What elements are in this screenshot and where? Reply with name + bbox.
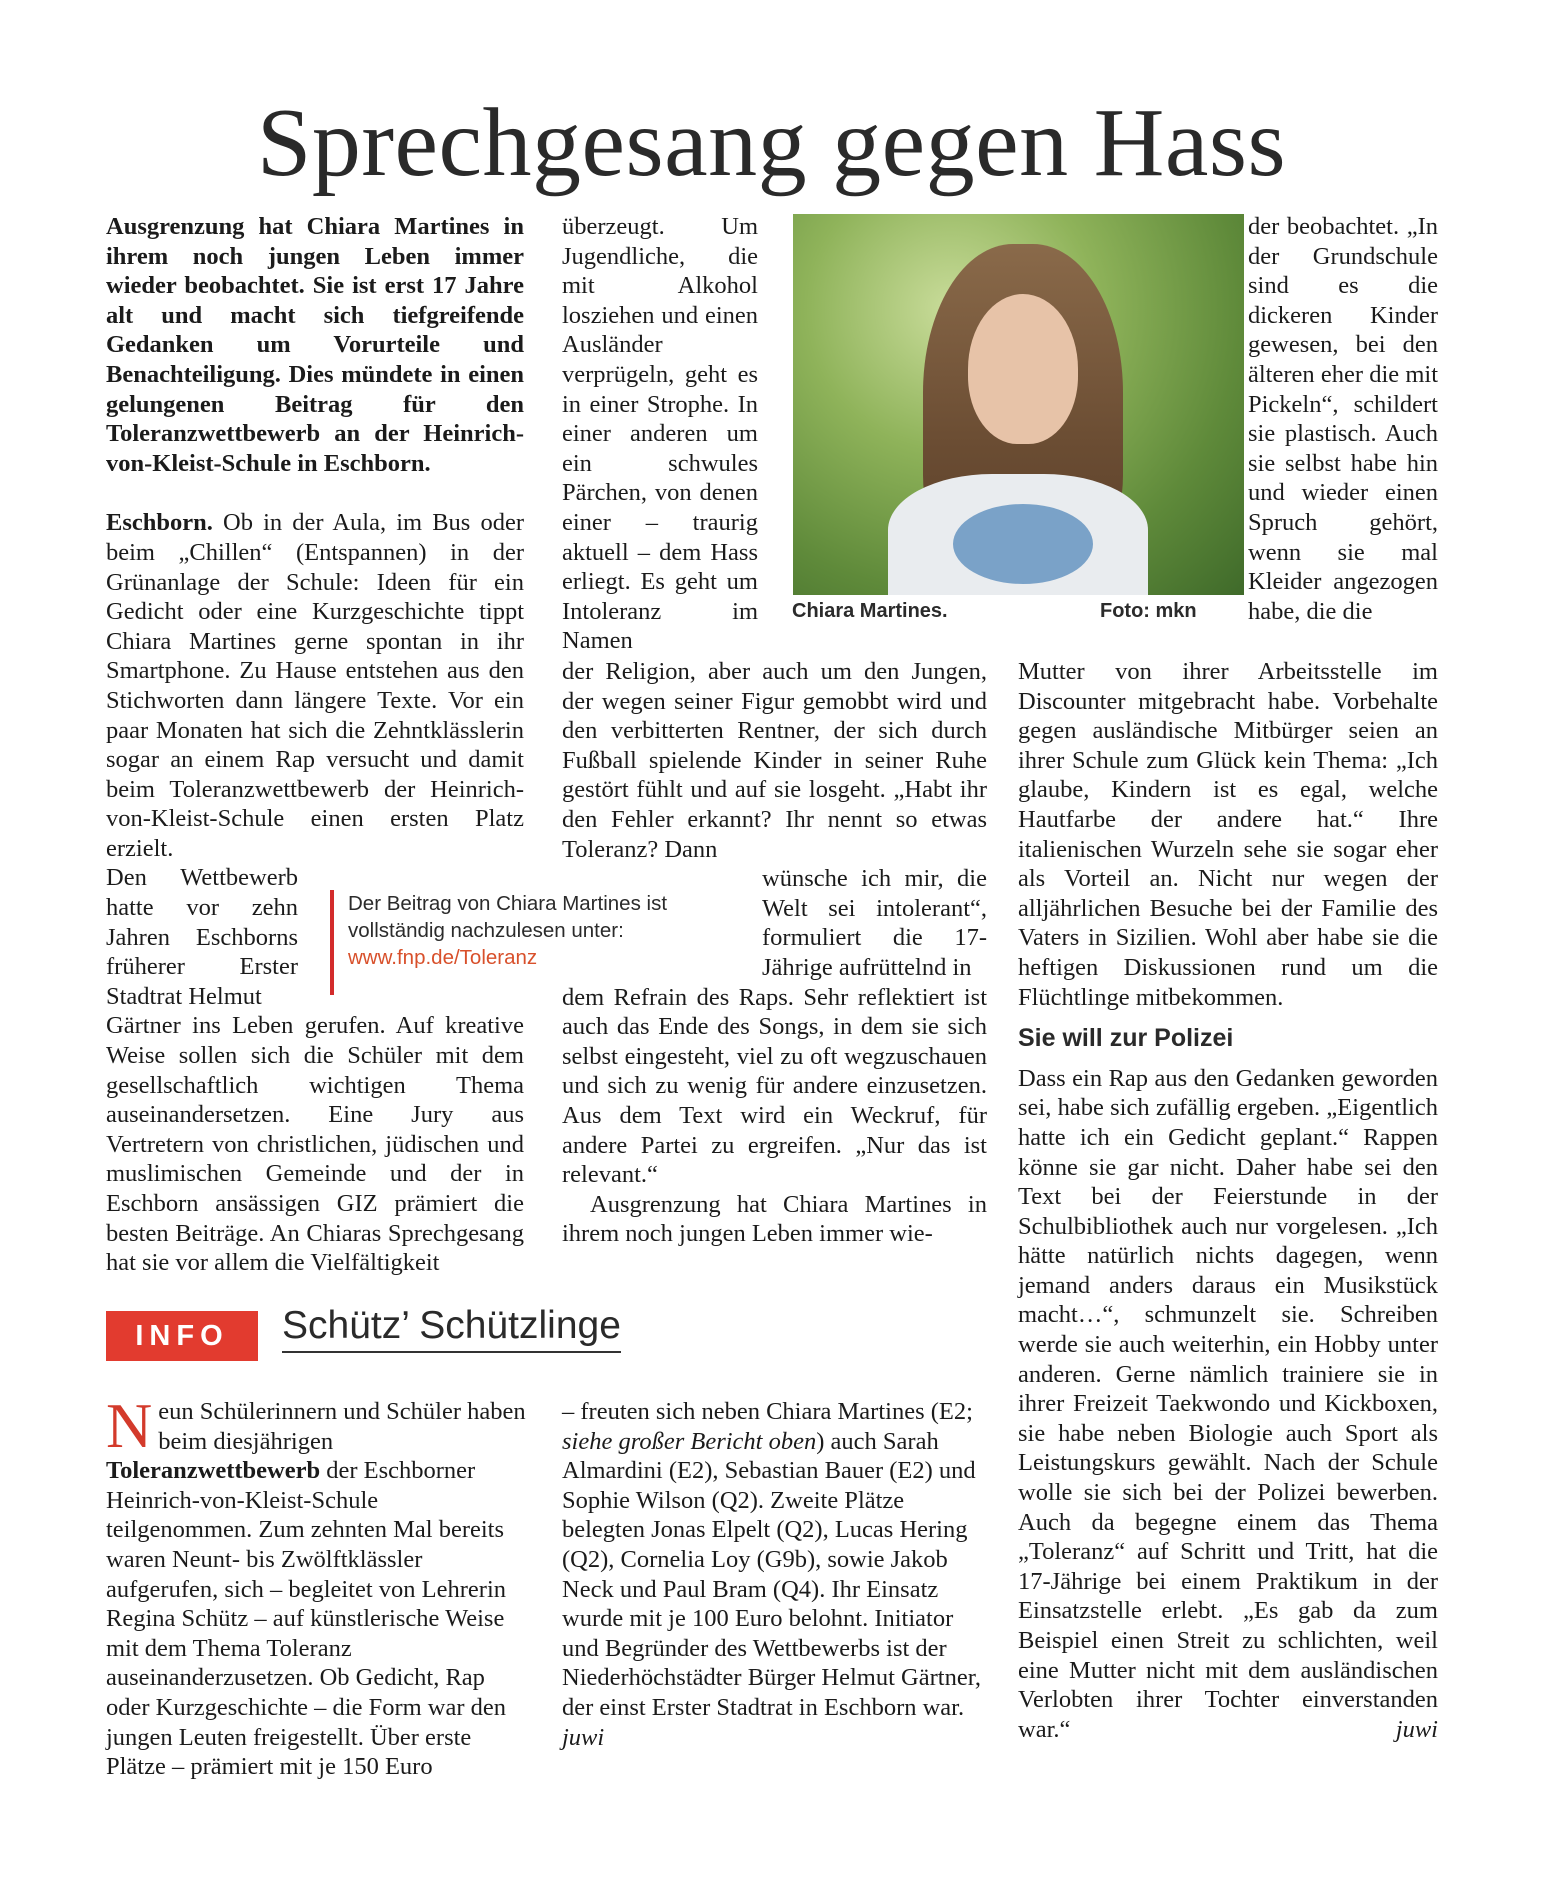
col3-signature: juwi bbox=[1395, 1715, 1438, 1743]
info-column-2 bbox=[562, 1397, 984, 1752]
info-title: Schütz’ Schützlinge bbox=[282, 1304, 621, 1353]
info-text-1: eun Schülerinnern und Schüler haben beim diesjährigen bbox=[158, 1398, 526, 1455]
info-text-4: ) auch Sarah Almardini (E2), Sebastian Bauer (E2) und Sophie Wilson (Q2). Zweite Plätze belegten Jonas Elpelt (Q2), Lucas Hering (Q2), Cornelia Loy (G9b), sowie Jakob Neck und Paul Bram (Q4). Ihr Einsatz wurde mit je 100 Euro belohnt. Initiator und Begründer des Wettbewerbs ist der Niederhöchstädter Bürger Helmut Gärtner, der einst Erster Stadtrat in Eschborn war. bbox=[562, 1427, 982, 1721]
callout-url-link[interactable]: www.fnp.de/Toleranz bbox=[348, 946, 538, 969]
col1-text-1: Ob in der Aula, im Bus oder beim „Chillen“ (Entspannen) in der Grünanlage der Schule: Ideen für ein Gedicht oder eine Kurzgeschichte tippt Chiara Martines gerne spontan in ihr Smartphone. Zu Hause entstehen aus den Stichworten dann längere Texte. Vor ein paar Monaten hat sich die Zehntklässlerin sogar an einem Rap versucht und damit beim Toleranzwettbewerb der Heinrich-von-Kleist-Schule einen ersten Platz erzielt. bbox=[106, 509, 524, 862]
col1-paragraph-1 bbox=[106, 508, 524, 863]
article-column-1 bbox=[106, 212, 524, 1278]
drop-cap: N bbox=[106, 1390, 153, 1461]
dateline: Eschborn. bbox=[106, 509, 213, 537]
col2-narrow-text: überzeugt. Um Jugendliche, die mit Alkohol losziehen und einen Ausländer verprügeln, geht es in einer Strophe. In einer anderen um ein schwules Pärchen, von denen einer – traurig aktuell – dem Hass erliegt. Es geht um Intoleranz im Namen bbox=[562, 213, 758, 655]
photo-credit: Foto: mkn bbox=[1100, 600, 1197, 622]
col2-beside-callout: wünsche ich mir, die Welt sei intolerant“, formuliert die 17-Jährige aufrüttelnd in bbox=[762, 865, 987, 981]
lede: Ausgrenzung hat Chiara Martines in ihrem noch jungen Leben immer wieder beobachtet. Sie ist erst 17 Jahre alt und macht sich tiefgreifende Gedanken um Vorurteile und Benachteiligung. Dies mündete in einen gelungenen Beitrag für den Toleranzwettbewerb an der Heinrich-von-Kleist-Schule in Eschborn. bbox=[106, 213, 524, 477]
article-column-3 bbox=[1018, 657, 1438, 1744]
callout-line-1: Der Beitrag von Chiara Martines ist bbox=[348, 892, 668, 915]
article-column-3-narrow bbox=[1248, 212, 1438, 626]
col3-wide-text: Mutter von ihrer Arbeitsstelle im Discounter mitgebracht habe. Vorbehalte gegen ausländische Mitbürger seien an ihrer Schule zum Glück kein Thema: „Ich glaube, Kindern ist es egal, welche Hautfarbe der andere hat.“ Ihre italienischen Wurzeln sehe sie sogar eher als Vorteil an. Nicht nur wegen der alljährlichen Besuche bei der Familie des Vaters in Sizilien. Wohl aber habe sie die heftigen Diskussionen rund um die Flüchtlinge mitbekommen. bbox=[1018, 658, 1438, 1011]
col1-paragraph-2b: Gärtner ins Leben gerufen. Auf kreative Weise sollen sich die Schüler mit dem gesellschaftlich wichtigen Thema auseinandersetzen. Eine Jury aus Vertretern von christlichen, jüdischen und muslimischen Gemeinde und der in Eschborn ansässigen GIZ prämiert die besten Beiträge. An Chiaras Sprechgesang hat sie vor allem die Vielfältigkeit bbox=[106, 1012, 524, 1277]
info-badge: INFO bbox=[106, 1311, 258, 1361]
col3-narrow-text: der beobachtet. „In der Grundschule sind es die dickeren Kinder gewesen, bei den älteren eher die mit Pickeln“, schildert sie plastisch. Auch sie selbst habe hin und wieder einen Spruch gehört, wenn sie mal Kleider angezogen habe, die die bbox=[1248, 213, 1438, 625]
headline: Sprechgesang gegen Hass bbox=[256, 89, 1287, 197]
info-text-2: der Eschborner Heinrich-von-Kleist-Schule teilgenommen. Zum zehnten Mal bereits waren Neunt- bis Zwölftklässler aufgerufen, sich – begleitet von Lehrerin Regina Schütz – auf künstlerische Weise mit dem Thema Toleranz auseinanderzusetzen. Ob Gedicht, Rap oder Kurzgeschichte – die Form war den jungen Leuten freigestellt. Über erste Plätze – prämiert mit je 150 Euro bbox=[106, 1457, 507, 1781]
callout-line-2: vollständig nachzulesen unter: bbox=[348, 919, 624, 942]
col2-last-text: Ausgrenzung hat Chiara Martines in ihrem noch jungen Leben immer wie- bbox=[562, 1190, 987, 1248]
article-column-2-narrow bbox=[562, 212, 758, 656]
col3-paragraph-2 bbox=[1018, 1064, 1438, 1745]
info-bold: Toleranzwettbewerb bbox=[106, 1457, 321, 1485]
col2-after-text: dem Refrain des Raps. Sehr reflektiert ist auch das Ende des Songs, in dem sie sich selbst eingesteht, viel zu oft wegzuschauen und sich zu wenig für andere einzusetzen. Aus dem Text wird ein Weckruf, für andere Partei zu ergreifen. „Nur das ist relevant.“ bbox=[562, 983, 987, 1189]
portrait-photo bbox=[793, 214, 1244, 595]
info-italic: siehe großer Bericht oben bbox=[562, 1427, 817, 1455]
col3-text-2: Dass ein Rap aus den Gedanken geworden sei, habe sich zufällig ergeben. „Eigentlich hatte ich ein Gedicht geplant.“ Rappen könne sie gar nicht. Daher habe sei den Text bei der Feierstunde in der Schulbibliothek auch nur vorgelesen. „Ich hätte natürlich nichts dagegen, wenn jemand anders daraus ein Musikstück macht…“, schmunzelt sie. Schreiben werde sie auch weiterhin, ein Hobby unter anderen. Gerne nämlich trainiere sie in ihrer Freizeit Taekwondo und Kickboxen, sie habe neben Biologie auch Sport als Leistungskurs gewählt. Nach der Schule wolle sie sich bei der Polizei bewerben. Auch da begegne einem das Thema „Toleranz“ auf Schritt und Tritt, hat die 17-Jährige bei einem Praktikum in der Einsatzstelle erlebt. „Es gab da zum Beispiel einen Streit zu schlichten, weil eine Mutter nicht mit dem ausländischen Verlobten ihrer Tochter einverstanden war.“ bbox=[1018, 1064, 1438, 1743]
subhead: Sie will zur Polizei bbox=[1018, 1024, 1234, 1053]
col2-wide-text: der Religion, aber auch um den Jungen, der wegen seiner Figur gemobbt wird und den verbitterten Rentner, der sich durch Fußball spielende Kinder in seiner Ruhe gestört fühlt und auf sie losgeht. „Habt ihr den Fehler erkannt? Ihr nennt so etwas Toleranz? Dann bbox=[562, 658, 987, 863]
col1-paragraph-2a: Den Wettbewerb hatte vor zehn Jahren Eschborns früherer Erster Stadtrat Helmut bbox=[106, 864, 298, 1010]
info-signature: juwi bbox=[562, 1723, 605, 1751]
info-text-3: – freuten sich neben Chiara Martines (E2; bbox=[562, 1398, 973, 1425]
callout-box bbox=[330, 890, 762, 995]
info-column-1 bbox=[106, 1390, 526, 1782]
photo-caption: Chiara Martines. bbox=[792, 600, 948, 622]
